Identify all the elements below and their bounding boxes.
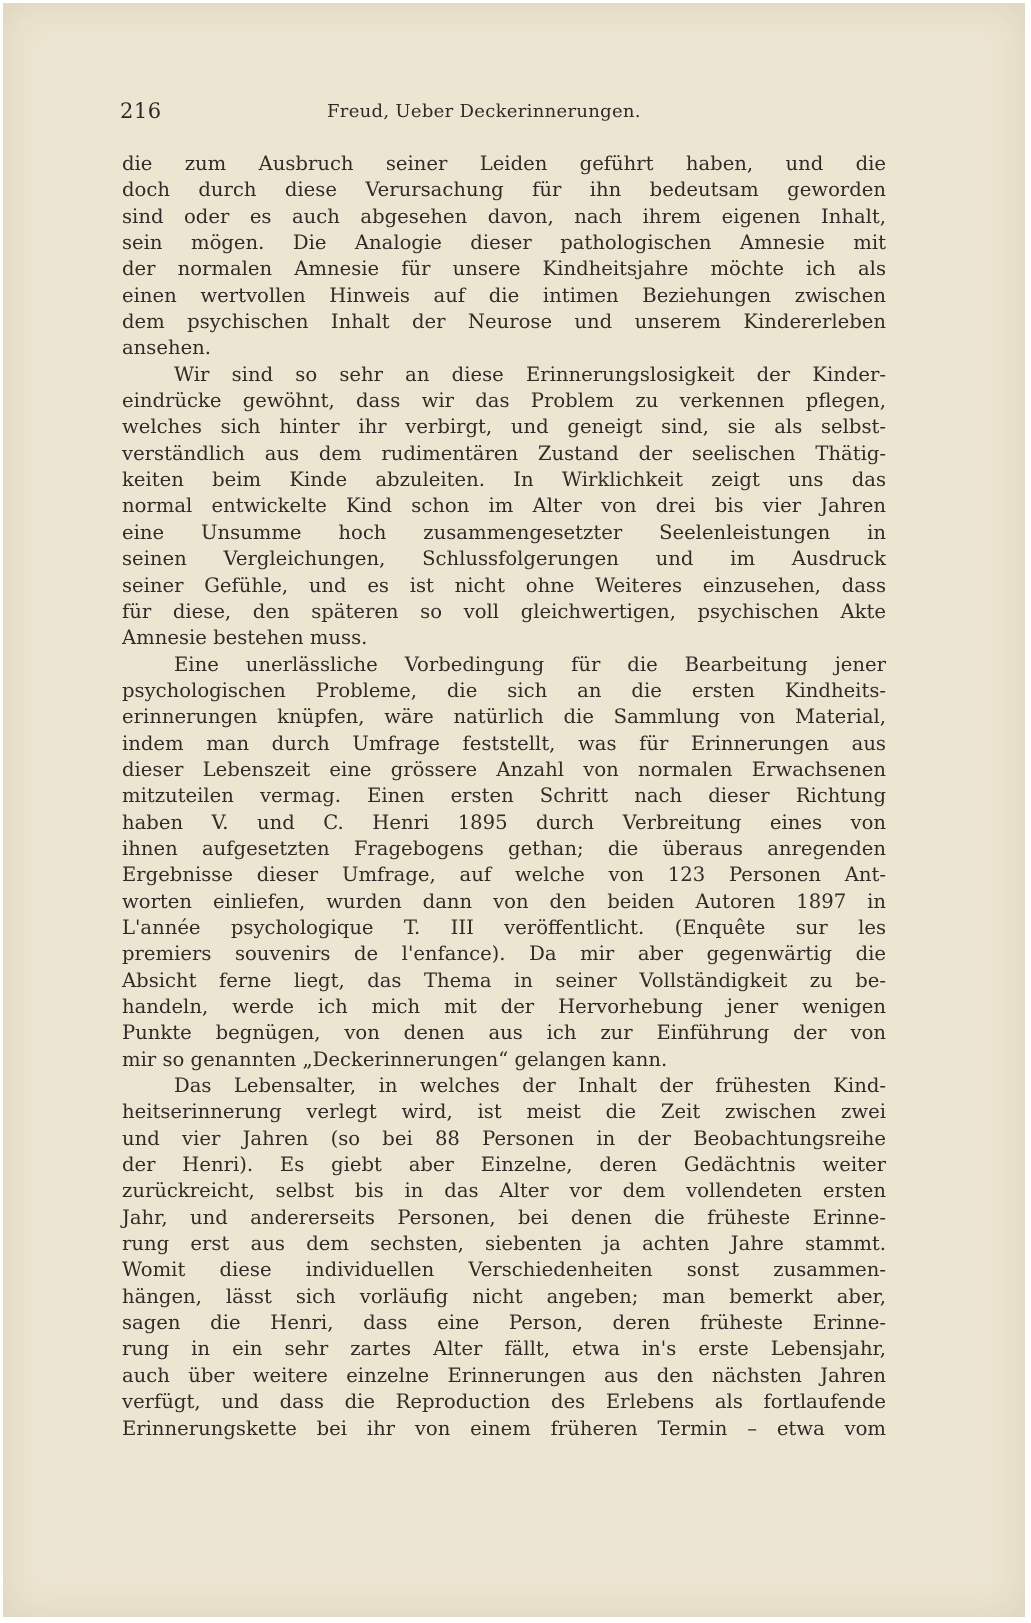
text-line: keiten beim Kinde abzuleiten. In Wirklichkeit zeigt uns das bbox=[122, 468, 886, 492]
text-line: rung erst aus dem sechsten, siebenten ja achten Jahre stammt. bbox=[122, 1232, 886, 1256]
text-line: doch durch diese Verursachung für ihn bedeutsam geworden bbox=[122, 178, 886, 202]
text-line: mir so genannten „Deckerinnerungen“ gelangen kann. bbox=[122, 1047, 668, 1071]
text-line: Eine unerlässliche Vorbedingung für die Bearbeitung jener bbox=[174, 652, 886, 676]
text-line: und vier Jahren (so bei 88 Personen in der Beobachtungsreihe bbox=[122, 1126, 886, 1150]
text-line: mitzuteilen vermag. Einen ersten Schritt nach dieser Richtung bbox=[122, 784, 886, 808]
text-line: ihnen aufgesetzten Fragebogens gethan; die überaus anregenden bbox=[122, 836, 886, 860]
text-line: psychologischen Probleme, die sich an die ersten Kindheits- bbox=[122, 678, 886, 702]
text-line: normal entwickelte Kind schon im Alter von drei bis vier Jahren bbox=[122, 494, 886, 518]
text-line: welches sich hinter ihr verbirgt, und geneigt sind, sie als selbst- bbox=[122, 415, 886, 439]
text-line: heitserinnerung verlegt wird, ist meist die Zeit zwischen zwei bbox=[122, 1100, 886, 1124]
body-text bbox=[122, 151, 886, 1442]
text-line: eine Unsumme hoch zusammengesetzter Seelenleistungen in bbox=[122, 520, 886, 544]
text-line: dieser Lebenszeit eine grössere Anzahl von normalen Erwachsenen bbox=[122, 757, 886, 781]
text-line: Das Lebensalter, in welches der Inhalt der frühesten Kind- bbox=[174, 1074, 886, 1098]
scanned-page bbox=[3, 3, 1025, 1617]
text-line: sein mögen. Die Analogie dieser pathologischen Amnesie mit bbox=[122, 231, 886, 255]
text-line: Wir sind so sehr an diese Erinnerungslosigkeit der Kinder- bbox=[174, 362, 886, 386]
text-line: verständlich aus dem rudimentären Zustand der seelischen Thätig- bbox=[122, 441, 886, 465]
text-line: L'année psychologique T. III veröffentlicht. (Enquête sur les bbox=[122, 915, 886, 939]
text-line: Absicht ferne liegt, das Thema in seiner Vollständigkeit zu be- bbox=[122, 968, 886, 992]
text-line: für diese, den späteren so voll gleichwertigen, psychischen Akte bbox=[122, 599, 886, 623]
text-line: eindrücke gewöhnt, dass wir das Problem zu verkennen pflegen, bbox=[122, 389, 886, 413]
text-line: Punkte begnügen, von denen aus ich zur Einführung der von bbox=[122, 1021, 886, 1045]
text-line: der Henri). Es giebt aber Einzelne, deren Gedächtnis weiter bbox=[122, 1153, 886, 1177]
text-line: Erinnerungskette bei ihr von einem früheren Termin – etwa vom bbox=[122, 1416, 886, 1440]
text-line: der normalen Amnesie für unsere Kindheitsjahre möchte ich als bbox=[122, 257, 886, 281]
text-line: worten einliefen, wurden dann von den beiden Autoren 1897 in bbox=[122, 889, 886, 913]
text-line: sagen die Henri, dass eine Person, deren früheste Erinne- bbox=[122, 1311, 886, 1335]
text-line: rung in ein sehr zartes Alter fällt, etwa in's erste Lebensjahr, bbox=[122, 1337, 886, 1361]
text-line: Amnesie bestehen muss. bbox=[122, 626, 368, 650]
text-line: Womit diese individuellen Verschiedenheiten sonst zusammen- bbox=[122, 1258, 886, 1282]
text-line: auch über weitere einzelne Erinnerungen aus den nächsten Jahren bbox=[122, 1363, 886, 1387]
text-line: seiner Gefühle, und es ist nicht ohne Weiteres einzusehen, dass bbox=[122, 573, 886, 597]
text-line: handeln, werde ich mich mit der Hervorhebung jener wenigen bbox=[122, 995, 886, 1018]
text-line: verfügt, und dass die Reproduction des Erlebens als fortlaufende bbox=[122, 1390, 886, 1414]
page-header bbox=[120, 99, 886, 133]
page-number: 216 bbox=[120, 99, 162, 123]
text-line: dem psychischen Inhalt der Neurose und unserem Kindererleben bbox=[122, 310, 886, 334]
text-line: Jahr, und andererseits Personen, bei denen die früheste Erinne- bbox=[122, 1205, 886, 1229]
text-line: indem man durch Umfrage feststellt, was für Erinnerungen aus bbox=[122, 731, 886, 755]
text-line: ansehen. bbox=[122, 336, 212, 360]
text-line: haben V. und C. Henri 1895 durch Verbreitung eines von bbox=[122, 810, 886, 834]
text-line: sind oder es auch abgesehen davon, nach ihrem eigenen Inhalt, bbox=[122, 204, 886, 228]
text-line: premiers souvenirs de l'enfance). Da mir aber gegenwärtig die bbox=[122, 942, 886, 966]
text-line: hängen, lässt sich vorläufig nicht angeben; man bemerkt aber, bbox=[122, 1284, 886, 1308]
running-title: Freud, Ueber Deckerinnerungen. bbox=[327, 101, 641, 122]
text-line: seinen Vergleichungen, Schlussfolgerungen und im Ausdruck bbox=[122, 547, 886, 571]
text-line: einen wertvollen Hinweis auf die intimen Beziehungen zwischen bbox=[122, 283, 886, 307]
text-line: erinnerungen knüpfen, wäre natürlich die Sammlung von Material, bbox=[122, 705, 886, 729]
text-line: die zum Ausbruch seiner Leiden geführt haben, und die bbox=[122, 152, 886, 175]
text-line: Ergebnisse dieser Umfrage, auf welche von 123 Personen Ant- bbox=[122, 863, 886, 887]
text-line: zurückreicht, selbst bis in das Alter vor dem vollendeten ersten bbox=[122, 1179, 886, 1203]
